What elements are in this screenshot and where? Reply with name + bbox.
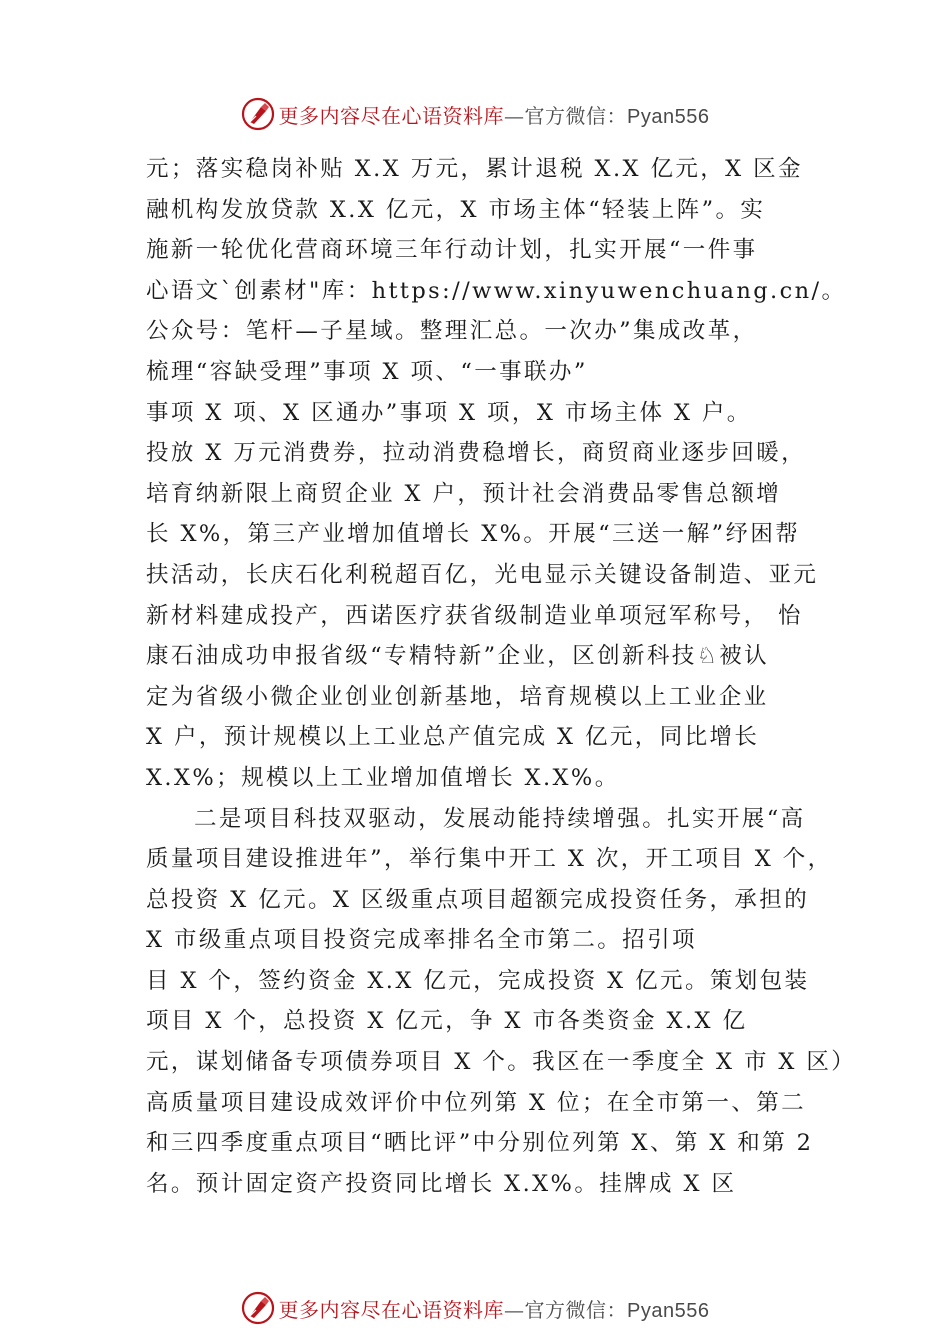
text-line: 目 X 个，签约资金 X.X 亿元，完成投资 X 亿元。策划包装 xyxy=(146,967,810,994)
text-line: 项目 X 个，总投资 X 亿元，争 X 市各类资金 X.X 亿 xyxy=(146,1008,748,1035)
text-line: 长 X%，第三产业增加值增长 X%。开展“三送一解”纾困帮 xyxy=(146,521,801,548)
text-line: 康石油成功申报省级“专精特新”企业，区创新科技♘被认 xyxy=(146,643,770,670)
footer-wechat-label: 官方微信： xyxy=(524,1297,628,1322)
header-brand-line xyxy=(279,100,710,129)
text-line: 新材料建成投产，西诺医疗获省级制造业单项冠军称号， 怡 xyxy=(146,602,803,629)
text-line: 和三四季度重点项目“晒比评”中分别位列第 X、第 X 和第 2 xyxy=(146,1130,814,1157)
text-line: 事项 X 项、X 区通办”事项 X 项，X 市场主体 X 户。 xyxy=(146,399,752,426)
document-body xyxy=(146,149,857,1204)
text-line: X 户，预计规模以上工业总产值完成 X 亿元，同比增长 xyxy=(146,724,760,751)
text-line: 质量项目建设推进年”，举行集中开工 X 次，开工项目 X 个， xyxy=(146,846,833,873)
footer-wechat-id: Pyan556 xyxy=(627,1299,710,1322)
pen-nib-logo-icon xyxy=(241,1291,275,1325)
pen-nib-logo-icon xyxy=(241,97,275,131)
text-line: 心语文`创素材"库：https://www.xinyuwenchuang.cn/。 xyxy=(146,277,847,304)
text-line: 扶活动，长庆石化利税超百亿，光电显示关键设备制造、亚元 xyxy=(146,561,819,588)
header-wechat-label: 官方微信： xyxy=(524,103,628,128)
text-line: 融机构发放贷款 X.X 亿元，X 市场主体“轻装上阵”。实 xyxy=(146,196,766,223)
header-brand-text: 更多内容尽在心语资料库 xyxy=(278,103,505,128)
text-line: 培育纳新限上商贸企业 X 户，预计社会消费品零售总额增 xyxy=(146,480,782,507)
header-dash: — xyxy=(504,103,525,128)
text-line: 投放 X 万元消费券，拉动消费稳增长，商贸商业逐步回暖， xyxy=(146,440,807,467)
header-wechat-id: Pyan556 xyxy=(627,105,710,128)
text-line: 名。预计固定资产投资同比增长 X.X%。挂牌成 X 区 xyxy=(146,1170,737,1197)
footer-banner xyxy=(0,1288,950,1328)
footer-brand-text: 更多内容尽在心语资料库 xyxy=(278,1297,505,1322)
text-line: X 市级重点项目投资完成率排名全市第二。招引项 xyxy=(146,927,697,954)
text-line: 元，谋划储备专项债券项目 X 个。我区在一季度全 X 市 X 区） xyxy=(146,1049,857,1076)
text-line: 元；落实稳岗补贴 X.X 万元，累计退税 X.X 亿元，X 区金 xyxy=(146,156,803,182)
text-line: X.X%；规模以上工业增加值增长 X.X%。 xyxy=(146,764,620,791)
footer-dash: — xyxy=(504,1297,525,1322)
header-banner xyxy=(0,94,950,134)
paragraph-start-line: 二是项目科技双驱动，发展动能持续增强。扎实开展“高 xyxy=(194,805,806,832)
text-line: 高质量项目建设成效评价中位列第 X 位；在全市第一、第二 xyxy=(146,1089,807,1116)
text-line: 总投资 X 亿元。X 区级重点项目超额完成投资任务，承担的 xyxy=(146,886,810,913)
footer-brand-line xyxy=(279,1294,710,1323)
text-line: 梳理“容缺受理”事项 X 项、“一事联办” xyxy=(146,358,588,385)
text-line: 定为省级小微企业创业创新基地，培育规模以上工业企业 xyxy=(146,683,769,710)
text-line: 公众号：笔杆—子星域。整理汇总。一次办”集成改革， xyxy=(146,318,758,345)
text-line: 施新一轮优化营商环境三年行动计划，扎实开展“一件事 xyxy=(146,237,758,264)
